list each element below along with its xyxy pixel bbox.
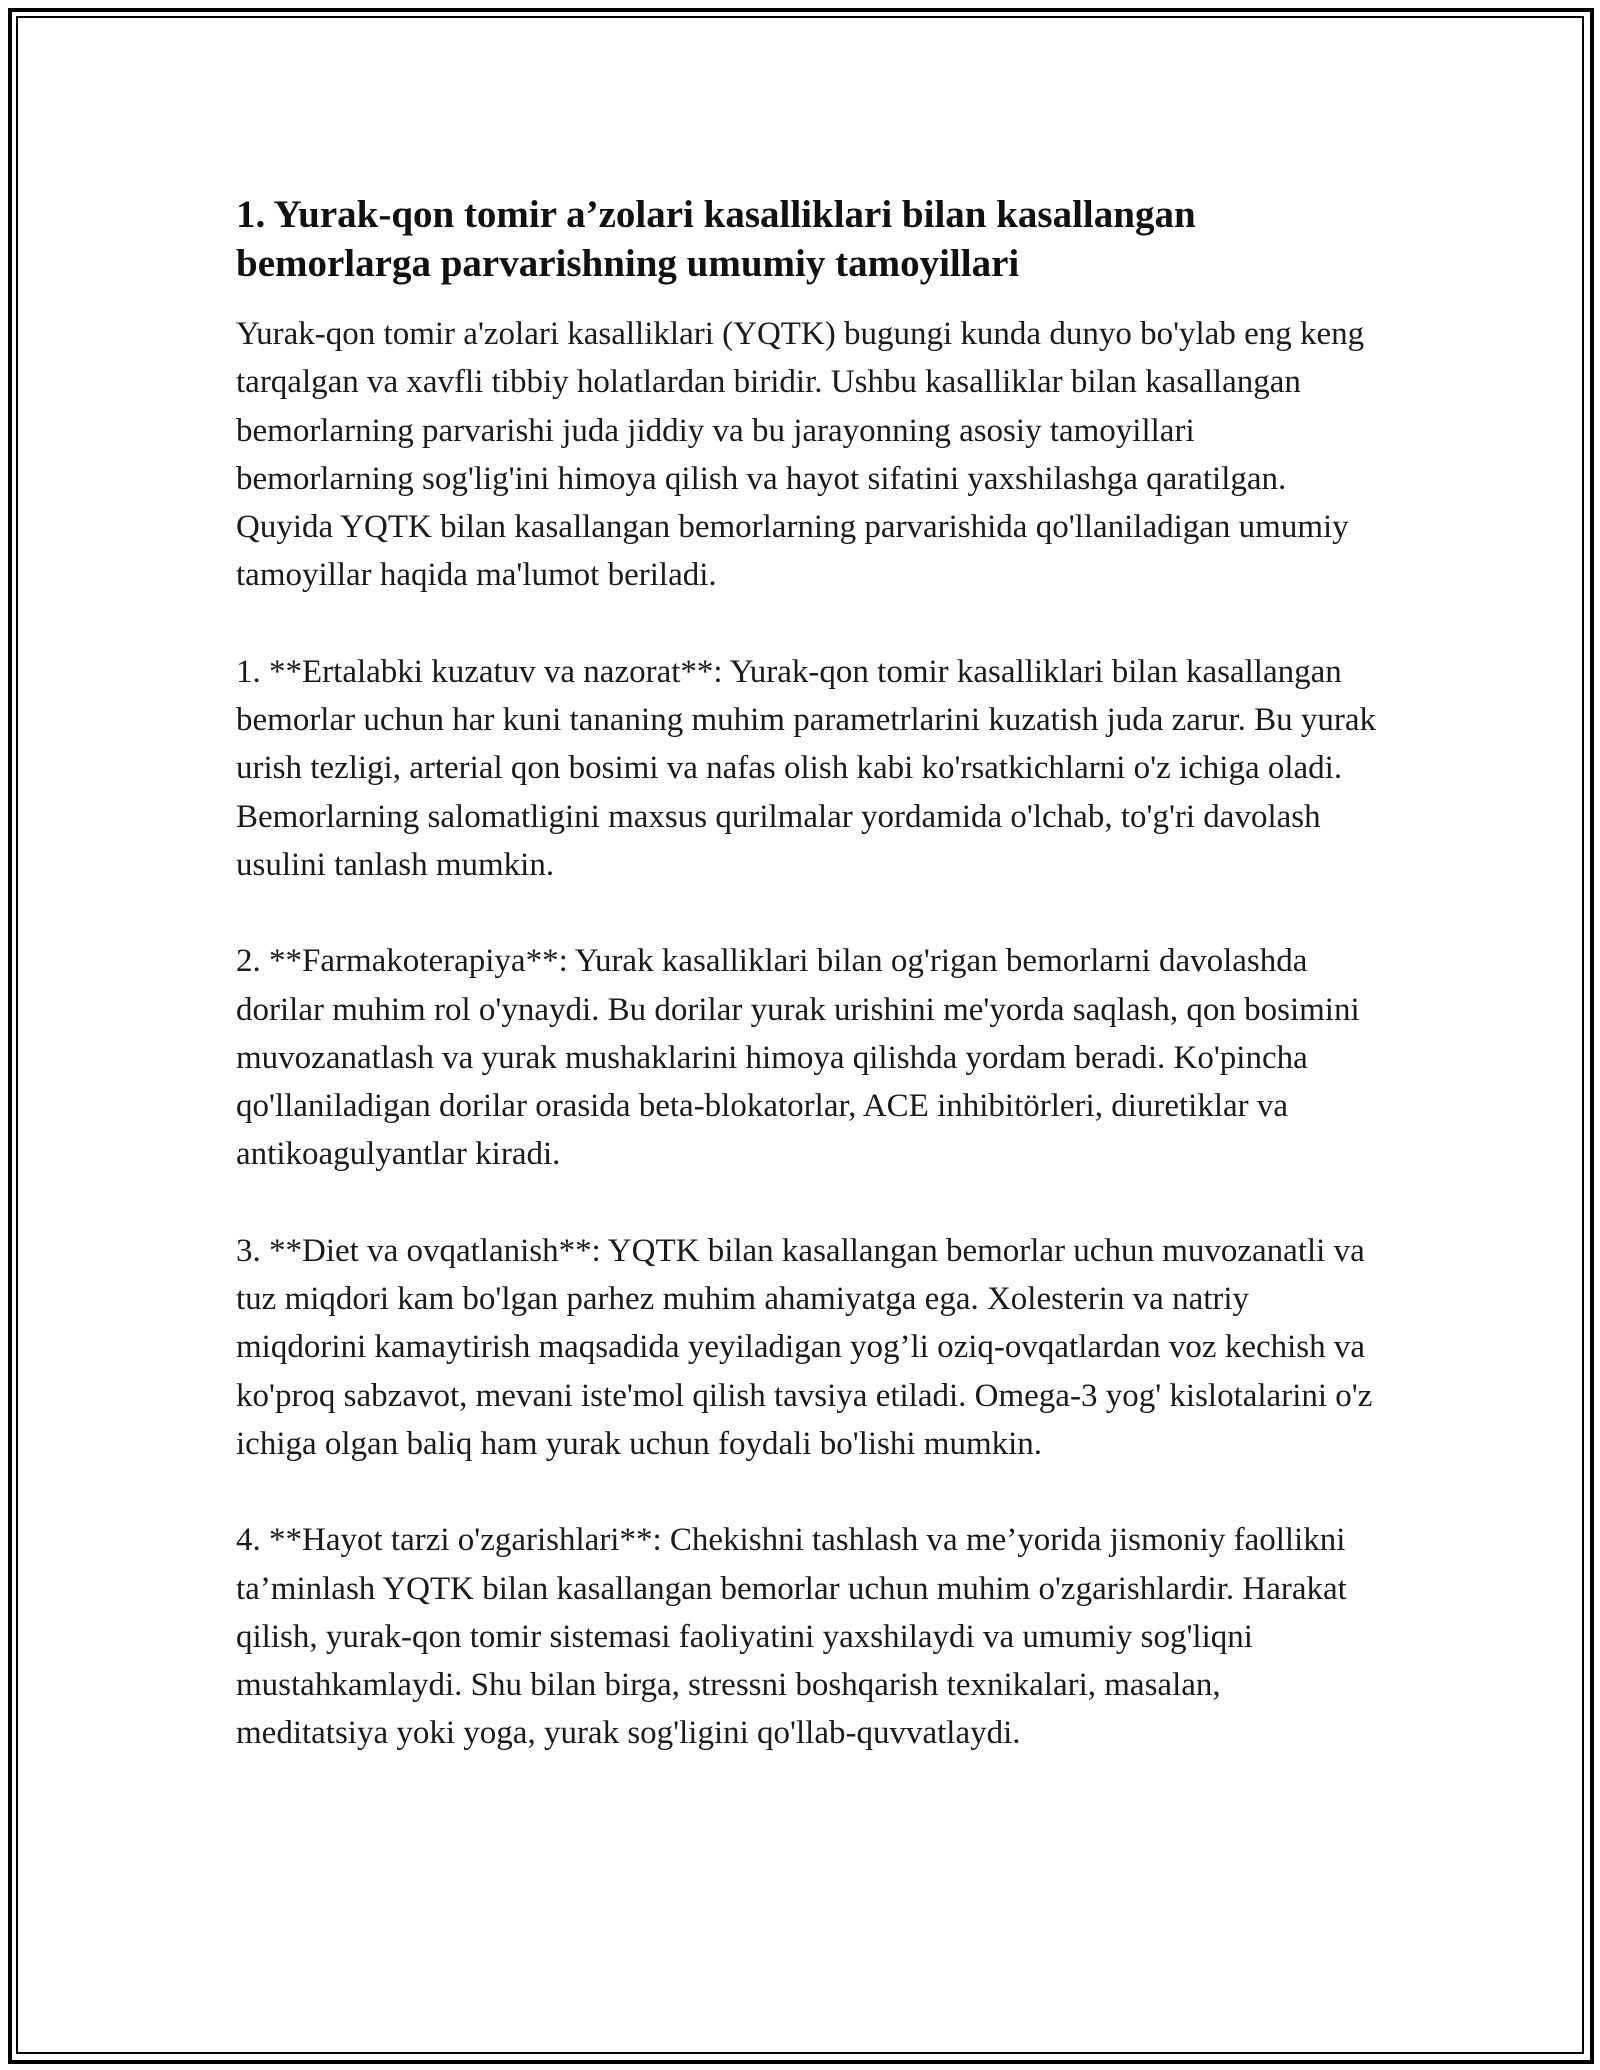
document-body (236, 190, 1376, 1806)
point-paragraph-4: 4. **Hayot tarzi o'zgarishlari**: Chekishni tashlash va me’yorida jismoniy faollikni ta’minlash YQTK bilan kasallangan bemorlar uchun muhim o'zgarishlardir. Harakat qilish, yurak-qon tomir sistemasi faoliyatini yaxshilaydi va umumiy sog'liqni mustahkamlaydi. Shu bilan birga, stressni boshqarish texnikalari, masalan, meditatsiya yoki yoga, yurak sog'ligini qo'llab-quvvatlaydi. (236, 1522, 1347, 1752)
title-line-2: bemorlarga parvarishning umumiy tamoyillari (236, 242, 1020, 285)
intro-paragraph: Yurak-qon tomir a'zolari kasalliklari (YQTK) bugungi kunda dunyo bo'ylab eng keng tarqalgan va xavfli tibbiy holatlardan biridir. Ushbu kasalliklar bilan kasallangan bemorlarning parvarishi juda jiddiy va bu jarayonning asosiy tamoyillari bemorlarning sog'lig'ini himoya qilish va hayot sifatini yaxshilashga qaratilgan. Quyida YQTK bilan kasallangan bemorlarning parvarishida qo'llaniladigan umumiy tamoyillar haqida ma'lumot beriladi. (236, 316, 1365, 594)
point-paragraph-1: 1. **Ertalabki kuzatuv va nazorat**: Yurak-qon tomir kasalliklari bilan kasallangan bemorlar uchun har kuni tananing muhim parametrlarini kuzatish juda zarur. Bu yurak urish tezligi, arterial qon bosimi va nafas olish kabi ko'rsatkichlarni o'z ichiga oladi. Bemorlarning salomatligini maxsus qurilmalar yordamida o'lchab, to'g'ri davolash usulini tanlash mumkin. (236, 653, 1376, 883)
point-paragraph-2: 2. **Farmakoterapiya**: Yurak kasalliklari bilan og'rigan bemorlarni davolashda dorilar muhim rol o'ynaydi. Bu dorilar yurak urishini me'yorda saqlash, qon bosimini muvozanatlash va yurak mushaklarini himoya qilishda yordam beradi. Ko'pincha qo'llaniladigan dorilar orasida beta-blokatorlar, ACE inhibitörleri, diuretiklar va antikoagulyantlar kiradi. (236, 943, 1360, 1173)
point-paragraph-3: 3. **Diet va ovqatlanish**: YQTK bilan kasallangan bemorlar uchun muvozanatli va tuz miqdori kam bo'lgan parhez muhim ahamiyatga ega. Xolesterin va natriy miqdorini kamaytirish maqsadida yeyiladigan yog’li oziq-ovqatlardan voz kechish va ko'proq sabzavot, mevani iste'mol qilish tavsiya etiladi. Omega-3 yog' kislotalarini o'z ichiga olgan baliq ham yurak uchun foydali bo'lishi mumkin. (236, 1232, 1373, 1462)
title-line-1: 1. Yurak-qon tomir a’zolari kasalliklari bilan kasallangan (236, 193, 1196, 236)
document-title (236, 190, 1376, 288)
